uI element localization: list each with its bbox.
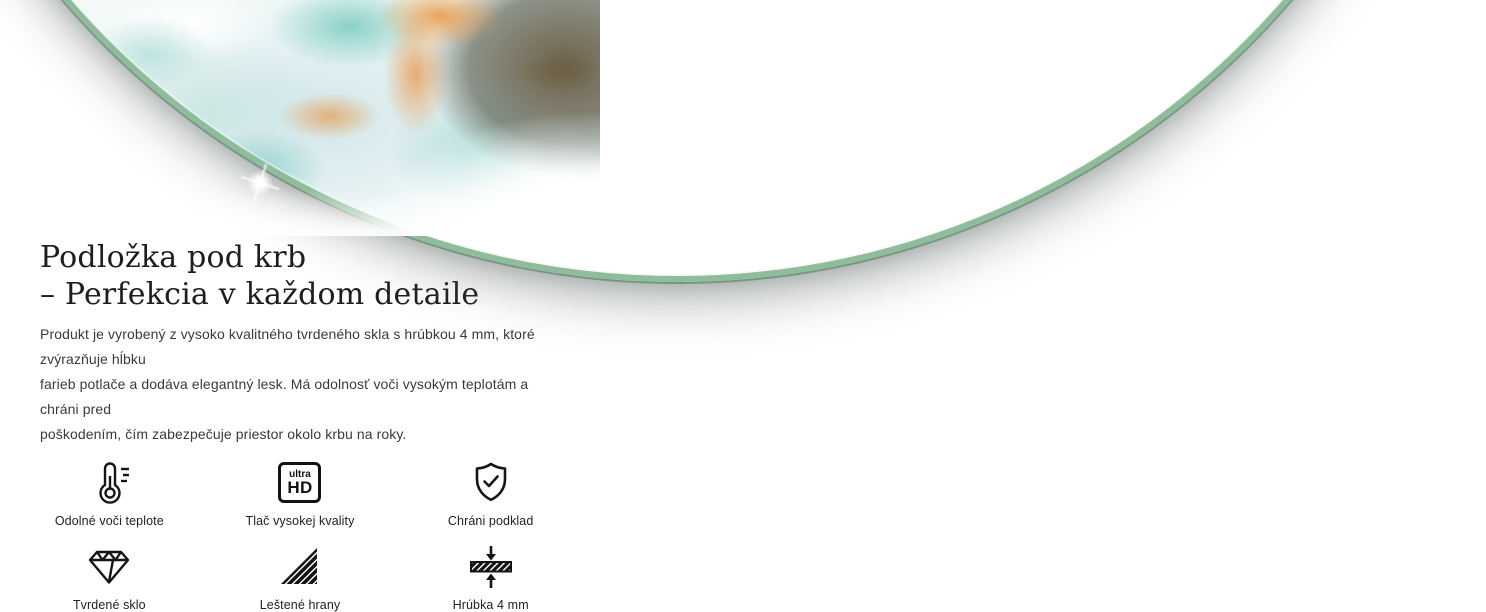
product-description <box>40 322 560 447</box>
product-image <box>0 0 600 236</box>
feature-label: Tlač vysokej kvality <box>245 514 355 528</box>
title-line-1: Podložka pod krb <box>40 240 307 275</box>
feature-protects-surface <box>395 459 586 528</box>
feature-polished-edges <box>205 543 396 612</box>
feature-thickness <box>395 543 586 612</box>
description-line: Produkt je vyrobený z vysoko kvalitného tvrdeného skla s hrúbkou 4 mm, ktoré zvýrazňuje hĺbku <box>40 326 535 367</box>
title-line-2: – Perfekcia v každom detaile <box>40 276 480 312</box>
feature-tempered-glass <box>14 543 205 612</box>
diamond-icon <box>85 543 133 590</box>
feature-label: Leštené hrany <box>259 598 341 612</box>
feature-label: Chráni podklad <box>447 514 534 528</box>
polished-edges-icon <box>276 543 324 590</box>
feature-heat-resistant <box>14 459 205 528</box>
feature-label: Tvrdené sklo <box>72 598 146 612</box>
description-line: farieb potlače a dodáva elegantný lesk. Má odolnosť voči vysokým teplotám a chráni pred <box>40 376 529 417</box>
ultra-hd-text-top: ultra <box>289 468 311 480</box>
marble-print-surface <box>0 0 600 236</box>
description-line: poškodením, čím zabezpečuje priestor okolo krbu na roky. <box>40 426 407 442</box>
thermometer-icon <box>85 459 133 506</box>
thickness-icon <box>467 543 515 590</box>
ultra-hd-text-bottom: HD <box>287 477 313 497</box>
ultra-hd-icon <box>278 459 321 506</box>
feature-label: Hrúbka 4 mm <box>452 598 529 612</box>
product-description-section <box>0 240 600 447</box>
page-title <box>40 240 560 313</box>
feature-print-quality <box>205 459 396 528</box>
feature-grid <box>0 459 600 612</box>
feature-label: Odolné voči teplote <box>54 514 164 528</box>
shield-check-icon <box>467 459 515 506</box>
